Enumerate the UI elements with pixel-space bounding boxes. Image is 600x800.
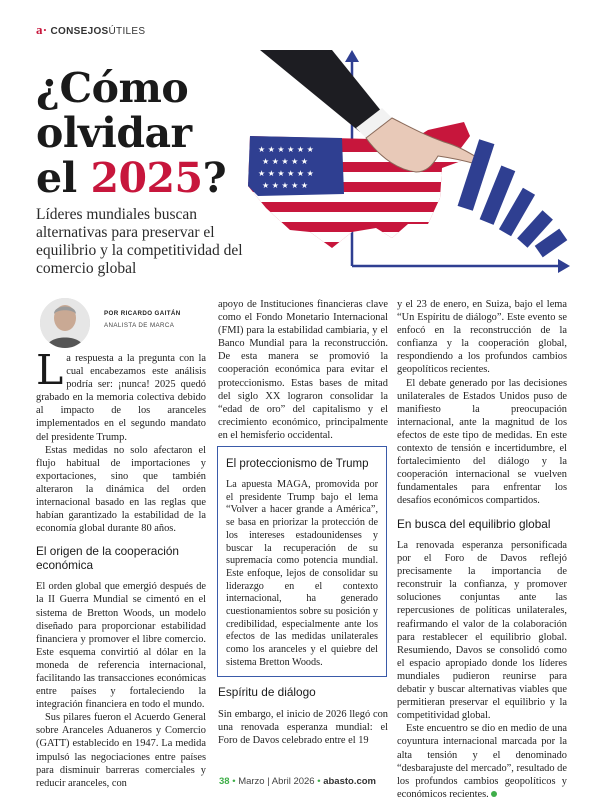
author-avatar xyxy=(40,298,90,348)
section-name-light: ÚTILES xyxy=(108,26,146,37)
paragraph: La renovada esperanza personificada por el Foro de Davos reflejó precisamente la importancia de reconstruir la confianza, y promover soluciones conjuntas ante las repercusiones de políticas unilaterales, reafirmando el valor de la colaboración para restablecer el equilibrio global. Resumiendo, Davos se consolidó como el espacio apropiado donde los líderes mundiales pudieron reunirse para debatir y buscar alternativas viables que permitieran preservar el equilibrio y la competitividad global. xyxy=(397,540,567,722)
paragraph: Estas medidas no solo afectaron el flujo habitual de importaciones y exportaciones, sino que también alteraron la dinámica del orden internacional basado en las reglas que habían garantizado la estabilidad de la economía global durante 80 años. xyxy=(36,444,206,535)
section-tag xyxy=(36,22,145,38)
paragraph-text: a respuesta a la pregunta con la cual encabezamos este análisis podría ser: ¡nunca! 2025 quedó grabado en la memoria colectiva debido al impacto de los aranceles implementados en el segundo mandato del presidente Trump. xyxy=(36,353,206,443)
column-1 xyxy=(36,346,206,790)
sidebar-text: La apuesta MAGA, promovida por el presidente Trump bajo el lema “Volver a hacer grande a América”, se basa en priorizar la protección de los intereses estadounidenses y buscar la recuperación de su supremacía como potencia mundial. Este enfoque, lejos de consolidar su liderazgo en el contexto internacional, ha generado cuestionamientos sobre su posición y credibilidad, especialmente ante los efectos de las medidas unilaterales como los aranceles y el quiebre del sistema Bretton Woods. xyxy=(226,479,378,668)
x-axis-arrow-icon xyxy=(558,259,570,273)
page-footer xyxy=(219,776,376,787)
usa-flag-map-icon xyxy=(232,122,492,248)
headline-year: 2025 xyxy=(90,154,203,202)
paragraph xyxy=(397,722,567,800)
issue-date: Marzo | Abril 2026 xyxy=(238,776,315,787)
section-name: CONSEJOS xyxy=(50,26,109,37)
paragraph: y el 23 de enero, en Suiza, bajo el lema “Un Espíritu de diálogo”. Este evento se enfocó en la reconstrucción de la confianza y la cooperación global, respondiendo a los profundos cambios geopolíticos recientes. xyxy=(397,299,567,376)
y-axis-arrow-icon xyxy=(345,50,359,62)
paragraph: Sin embargo, el inicio de 2026 llegó con una renovada esperanza mundial: el Foro de Davos celebrado entre el 19 xyxy=(218,708,388,746)
sidebar-title: El proteccionismo de Trump xyxy=(226,458,369,470)
sidebar-box xyxy=(217,446,387,677)
section-heading: El origen de la cooperación económica xyxy=(36,544,179,572)
subheadline: Líderes mundiales buscan alternativas para preservar el equilibrio y la competitividad del comercio global xyxy=(36,206,243,277)
svg-text:★ ★ ★ ★ ★: ★ ★ ★ ★ ★ xyxy=(262,157,309,166)
drop-cap: L xyxy=(36,346,64,394)
headline-question-mark: ? xyxy=(202,154,227,202)
svg-text:★ ★ ★ ★ ★ ★: ★ ★ ★ ★ ★ ★ xyxy=(258,145,314,154)
section-heading: Espíritu de diálogo xyxy=(218,685,316,699)
section-heading: En busca del equilibrio global xyxy=(397,516,551,531)
page-number: 38 xyxy=(219,776,230,787)
headline-line-2: olvidar xyxy=(36,109,192,157)
headline-line-1: ¿Cómo xyxy=(36,64,189,112)
column-3 xyxy=(397,298,567,800)
paragraph xyxy=(36,346,206,444)
author-role: ANALISTA DE MARCA xyxy=(104,322,175,329)
svg-text:★ ★ ★ ★ ★ ★: ★ ★ ★ ★ ★ ★ xyxy=(258,169,314,178)
sleeve-icon xyxy=(260,50,382,132)
magazine-logo: a· xyxy=(36,22,48,37)
paragraph: apoyo de Instituciones financieras clave como el Fondo Monetario Internacional (FMI) para la estabilidad cambiaria, y el Banco Mundial para la reconstrucción. De esta manera se promovió la cooperación económica para evitar el proteccionismo. Estas bases de mitad del siglo XX lograron consolidar la “edad de oro” del capitalismo y el crecimiento económico, principalmente en el hemisferio occidental. xyxy=(218,299,388,441)
footer-separator: • xyxy=(232,776,236,787)
falling-bars-icon xyxy=(458,139,568,257)
paragraph: Sus pilares fueron el Acuerdo General sobre Aranceles Aduaneros y Comercio (GATT) establecido en 1947. La medida impulsó las negociaciones entre países para disminuir barreras comerciales y reducir aranceles, con xyxy=(36,712,206,789)
paragraph: El orden global que emergió después de la II Guerra Mundial se cimentó en el sistema de Bretton Woods, un modelo diseñado para proporcionar estabilidad financiera y promover el libre comercio. Este esquema convirtió al dólar en la moneda de referencia internacional, facilitando las transacciones económicas entre países y fortaleciendo la integración financiera en todo el mundo. xyxy=(36,581,206,711)
author-name: POR RICARDO GAITÁN xyxy=(104,310,181,317)
headline-line-3a: el xyxy=(36,154,91,202)
column-2-bottom xyxy=(218,686,388,747)
paragraph-text: Este encuentro se dio en medio de una coyuntura internacional marcada por la alta tensión y el denominado “desbarajuste del mercado”, resultado de los profundos cambios geopolíticos y económicos recientes. xyxy=(397,723,567,800)
footer-separator: • xyxy=(317,776,321,787)
website-link[interactable]: abasto.com xyxy=(323,776,376,787)
end-mark-icon xyxy=(491,791,497,797)
trade-illustration xyxy=(232,48,572,280)
column-2 xyxy=(218,298,388,442)
svg-text:★ ★ ★ ★ ★: ★ ★ ★ ★ ★ xyxy=(262,181,309,190)
paragraph: El debate generado por las decisiones unilaterales de Estados Unidos puso de manifiesto la preocupación internacional, ante la magnitud de los efectos de este tipo de medidas. En este contexto de tensión e incertidumbre, el fortalecimiento del diálogo y la cooperación internacional se vuelven fundamentales para enfrentar los desafíos económicos compartidos. xyxy=(397,377,567,507)
